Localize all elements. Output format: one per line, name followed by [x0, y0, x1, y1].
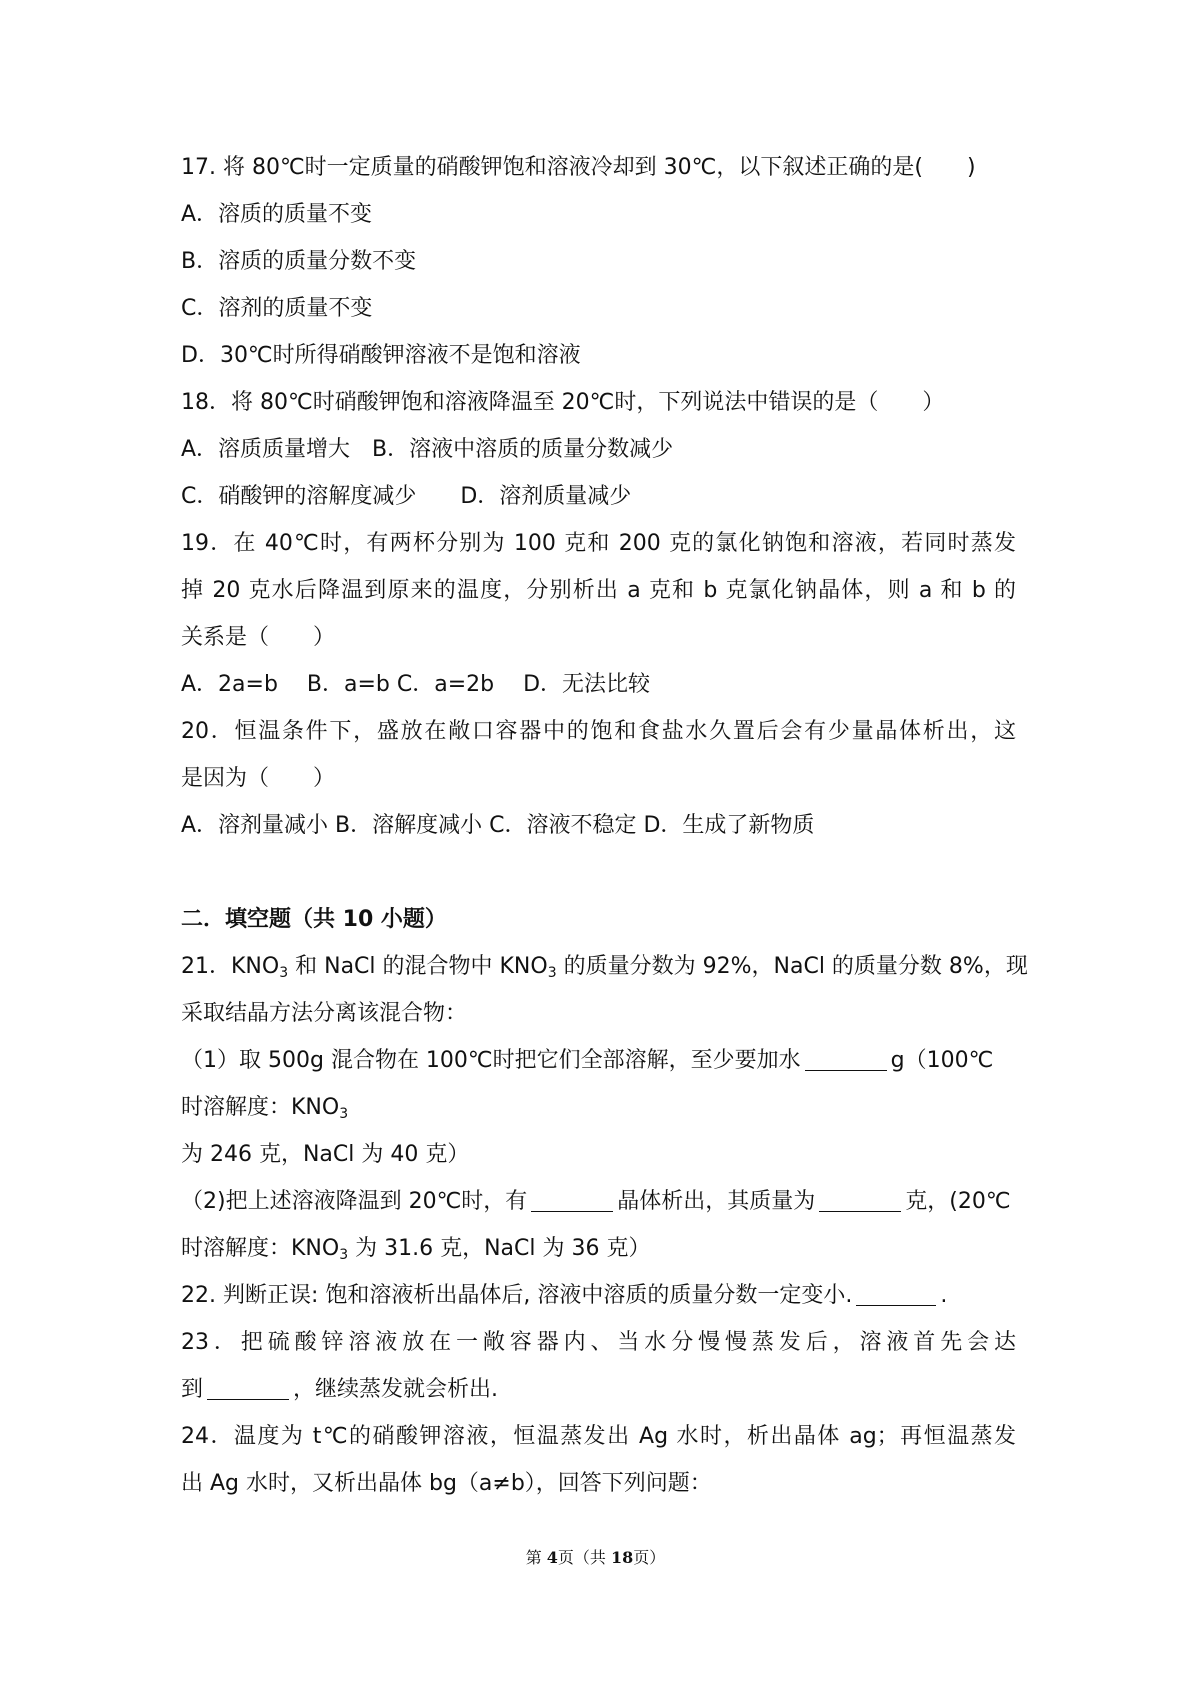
- text-segment: （1）取 500g 混合物在 100℃时把它们全部溶解，至少要加水: [181, 1048, 801, 1073]
- sub-question-1: [181, 1037, 1016, 1084]
- question-stem: [181, 1272, 1016, 1319]
- question-18: [181, 379, 1016, 520]
- answer-blank[interactable]: [819, 1189, 901, 1212]
- footer-text: 页（共: [557, 1548, 612, 1567]
- text-segment: 时溶解度：KNO: [181, 1236, 340, 1261]
- question-stem-line-1: 23．把硫酸锌溶液放在一敞容器内、当水分慢慢蒸发后，溶液首先会达: [181, 1330, 1016, 1355]
- question-22: [181, 1272, 1016, 1319]
- answer-blank[interactable]: [531, 1189, 613, 1212]
- text-segment: 晶体析出，其质量为: [617, 1189, 816, 1214]
- question-stem-line-1: 19．在 40℃时，有两杯分别为 100 克和 200 克的氯化钠饱和溶液，若同时蒸发: [181, 531, 1016, 556]
- section-gap: [181, 849, 1016, 896]
- options-ab: A．溶质质量增大 B．溶液中溶质的质量分数减少: [181, 437, 674, 462]
- question-20: [181, 708, 1016, 849]
- option-c: C．溶剂的质量不变: [181, 296, 373, 321]
- option-d: D．30℃时所得硝酸钾溶液不是饱和溶液: [181, 343, 581, 368]
- page-total: 18: [611, 1548, 634, 1567]
- solubility-line-2: [181, 1225, 1016, 1272]
- question-stem-line-2: 采取结晶方法分离该混合物：: [181, 1001, 468, 1026]
- text-segment: 克，(20℃: [905, 1189, 1011, 1214]
- question-stem-line-3: 关系是（ ）: [181, 625, 336, 650]
- question-23: [181, 1319, 1016, 1413]
- subscript: 3: [339, 1106, 349, 1122]
- subscript: 3: [547, 965, 557, 981]
- question-21: [181, 943, 1028, 1272]
- answer-blank[interactable]: [856, 1283, 936, 1306]
- footer-text: 第: [525, 1548, 547, 1567]
- question-17: [181, 144, 1016, 379]
- answer-blank[interactable]: [207, 1377, 289, 1400]
- page-content: [181, 144, 1028, 1507]
- question-stem: 18．将 80℃时硝酸钾饱和溶液降温至 20℃时，下列说法中错误的是（ ）: [181, 390, 945, 415]
- text-segment: g（100℃: [890, 1048, 994, 1073]
- question-stem-line-2: 是因为（ ）: [181, 766, 336, 791]
- options: A．2a=b B．a=b C．a=2b D．无法比较: [181, 672, 651, 697]
- option-b: B．溶质的质量分数不变: [181, 249, 417, 274]
- question-stem: 17. 将 80℃时一定质量的硝酸钾饱和溶液冷却到 30℃，以下叙述正确的是( ): [181, 155, 976, 180]
- section-heading: 二．填空题（共 10 小题）: [181, 907, 447, 932]
- text-segment: 为 31.6 克，NaCl 为 36 克）: [348, 1236, 651, 1261]
- text-segment: 22. 判断正误: 饱和溶液析出晶体后, 溶液中溶质的质量分数一定变小.: [181, 1283, 853, 1308]
- question-stem-line-1: [181, 943, 1028, 990]
- text-segment: 时溶解度：KNO: [181, 1095, 340, 1120]
- question-stem-line-2: [181, 1366, 1016, 1413]
- page-number: 4: [546, 1548, 558, 1567]
- question-stem-line-2: 出 Ag 水时，又析出晶体 bg（a≠b），回答下列问题：: [181, 1471, 712, 1496]
- sub-question-2: [181, 1178, 1016, 1225]
- question-stem-line-2: 掉 20 克水后降温到原来的温度，分别析出 a 克和 b 克氯化钠晶体，则 a 和 b 的: [181, 578, 1016, 603]
- subscript: 3: [279, 965, 289, 981]
- question-19: [181, 520, 1016, 708]
- question-24: [181, 1413, 1016, 1507]
- options-cd: C．硝酸钾的溶解度减少 D．溶剂质量减少: [181, 484, 632, 509]
- text-segment: .: [940, 1283, 948, 1308]
- solubility-line: [181, 1084, 1016, 1131]
- question-stem-line-1: 20．恒温条件下，盛放在敞口容器中的饱和食盐水久置后会有少量晶体析出，这: [181, 719, 1016, 744]
- answer-blank[interactable]: [805, 1048, 887, 1071]
- text-segment: 的质量分数为 92%，NaCl 的质量分数 8%，现: [556, 954, 1028, 979]
- option-a: A．溶质的质量不变: [181, 202, 373, 227]
- footer-text: 页）: [633, 1548, 666, 1567]
- text-segment: 和 NaCl 的混合物中 KNO: [288, 954, 548, 979]
- page-footer: [0, 1545, 1191, 1568]
- text-segment: （2)把上述溶液降温到 20℃时，有: [181, 1189, 528, 1214]
- text-segment: 到: [181, 1377, 204, 1402]
- text-segment: ，继续蒸发就会析出.: [293, 1377, 499, 1402]
- question-stem-line-1: 24．温度为 t℃的硝酸钾溶液，恒温蒸发出 Ag 水时，析出晶体 ag；再恒温蒸发: [181, 1424, 1016, 1449]
- options: A．溶剂量减小 B．溶解度减小 C．溶液不稳定 D．生成了新物质: [181, 813, 815, 838]
- text-segment: 21．KNO: [181, 954, 280, 979]
- subscript: 3: [339, 1247, 349, 1263]
- solubility-values: 为 246 克，NaCl 为 40 克）: [181, 1142, 470, 1167]
